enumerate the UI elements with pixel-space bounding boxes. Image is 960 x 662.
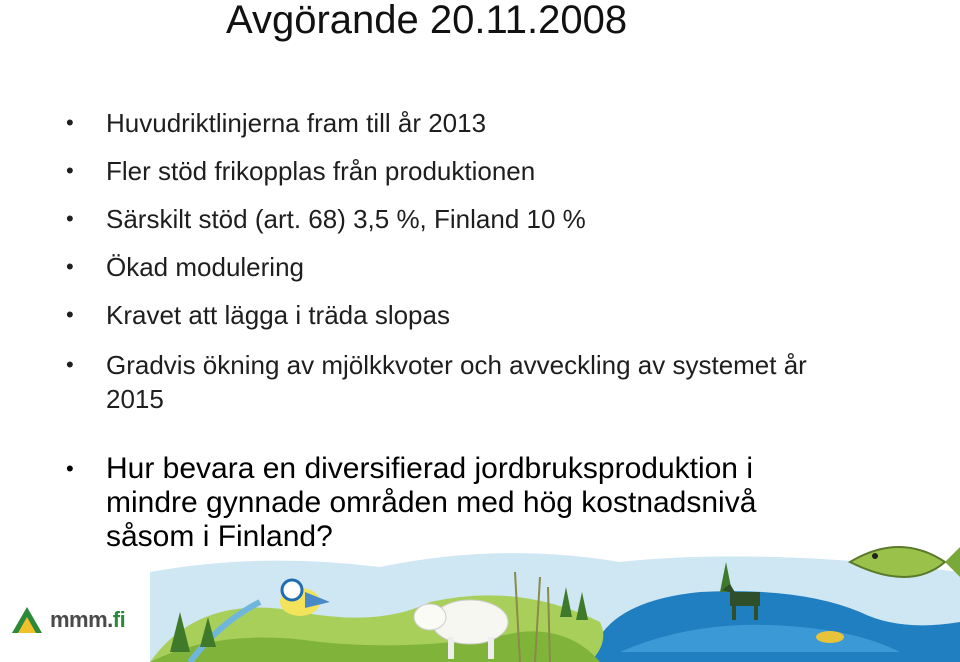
slide-title: Avgörande 20.11.2008 bbox=[226, 0, 628, 42]
bullet-item: • Ökad modulering bbox=[66, 252, 926, 282]
lure-illustration bbox=[816, 631, 844, 643]
bullet-item: • Särskilt stöd (art. 68) 3,5 %, Finland 10 % bbox=[66, 204, 926, 234]
logo-text-main: mmm. bbox=[50, 607, 113, 632]
bullet-item: • Fler stöd frikopplas från produktionen bbox=[66, 156, 926, 186]
logo-text bbox=[50, 607, 125, 633]
logo-mark-icon bbox=[10, 603, 44, 637]
logo-text-fi: fi bbox=[112, 607, 126, 632]
landscape-illustration bbox=[0, 532, 960, 662]
bullet-item: • Huvudriktlinjerna fram till år 2013 bbox=[66, 108, 926, 138]
mmm-logo bbox=[10, 600, 125, 640]
bullet-item: • Gradvis ökning av mjölkkvoter och avveckling av systemet år 2015 bbox=[66, 348, 826, 416]
bullet-item: • Kravet att lägga i träda slopas bbox=[66, 300, 926, 330]
bullet-list bbox=[66, 108, 926, 554]
question-bullet: • Hur bevara en diversifierad jordbruksproduktion i mindre gynnade områden med hög kostnadsnivå såsom i Finland? bbox=[66, 452, 826, 554]
